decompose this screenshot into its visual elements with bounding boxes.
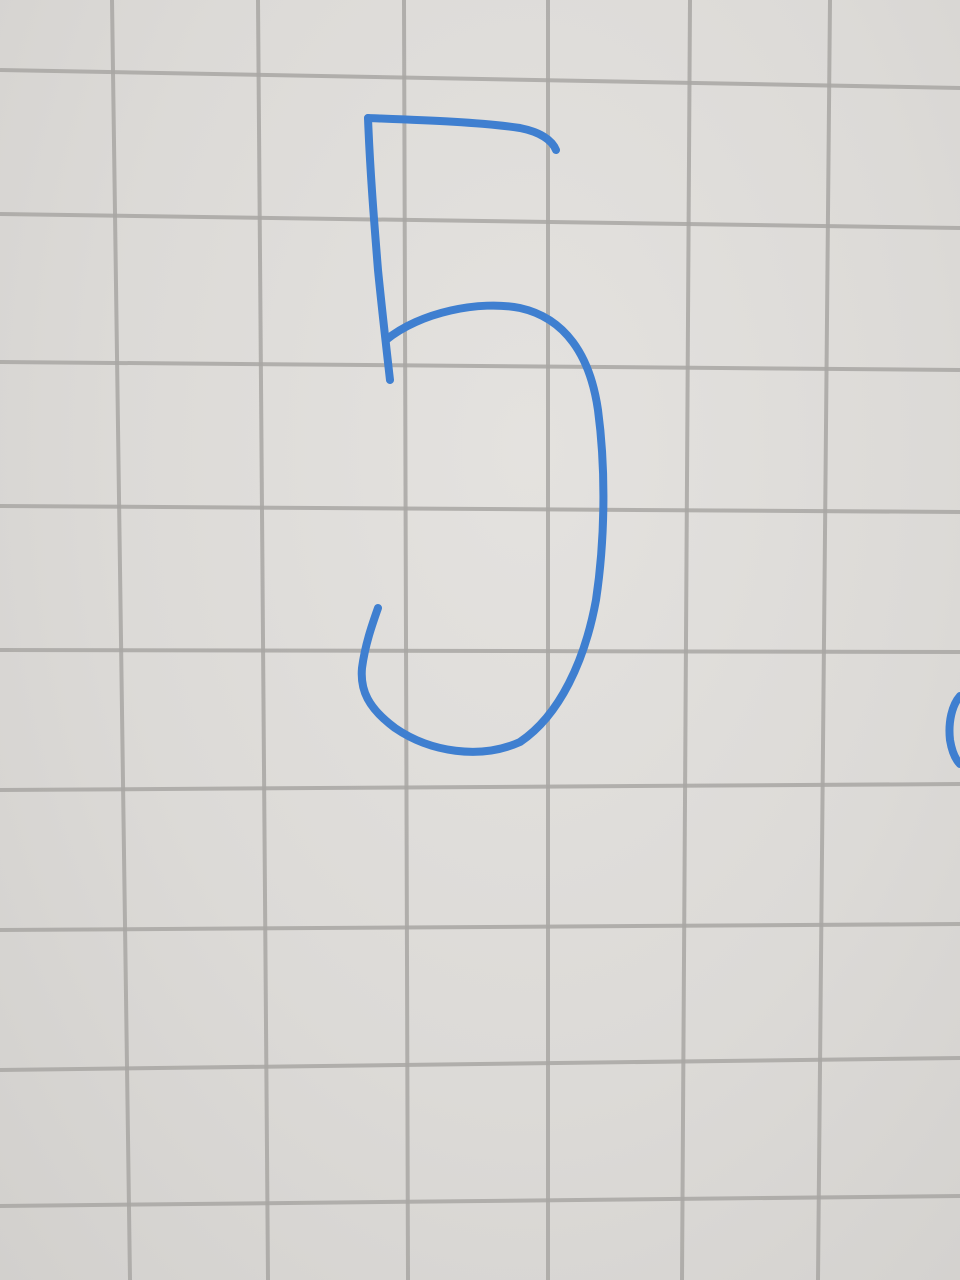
grid-line-vertical	[112, 0, 130, 1280]
partial-ink-mark-edge	[949, 696, 960, 764]
grid-line-vertical	[404, 0, 408, 1280]
grid-line-horizontal	[0, 924, 960, 930]
grid-line-vertical	[258, 0, 268, 1280]
handwritten-digit-5	[362, 118, 604, 752]
grid-line-vertical	[818, 0, 830, 1280]
grid-line-horizontal	[0, 362, 960, 370]
grid-line-horizontal	[0, 70, 960, 88]
grid-line-horizontal	[0, 1058, 960, 1070]
grid-line-horizontal	[0, 214, 960, 228]
grid-line-horizontal	[0, 650, 960, 652]
grid-line-horizontal	[0, 506, 960, 512]
digit-5-bowl-stroke	[362, 306, 604, 752]
grid-line-vertical	[682, 0, 690, 1280]
grid-line-horizontal	[0, 1196, 960, 1206]
grid-line-horizontal	[0, 784, 960, 790]
digit-5-top-stroke	[368, 118, 556, 150]
